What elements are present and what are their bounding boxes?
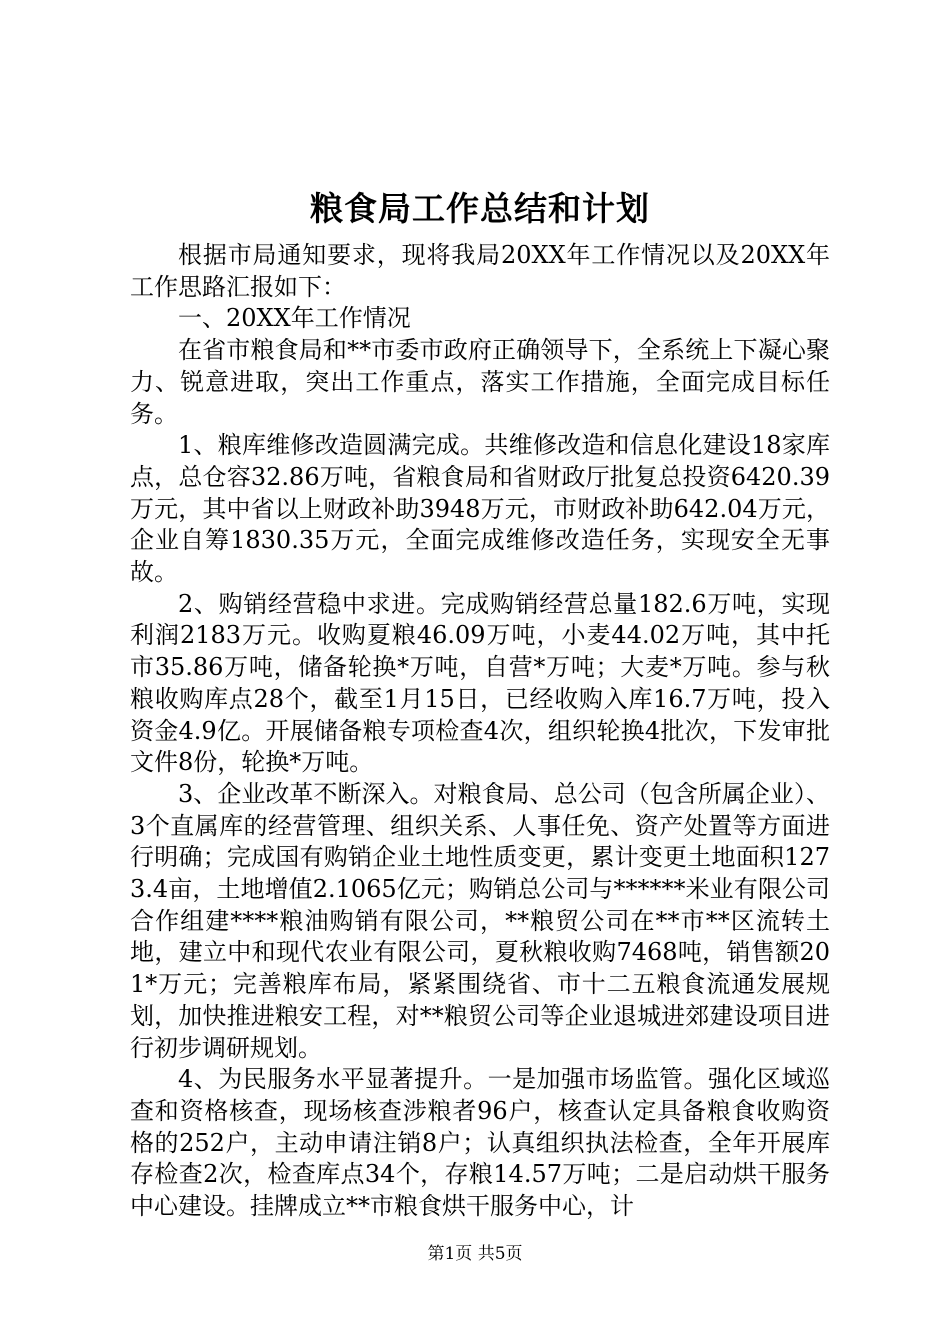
item-3-paragraph: 3、企业改革不断深入。对粮食局、总公司（包含所属企业）、3个直属库的经营管理、组织关系、人事任免、资产处置等方面进行明确；完成国有购销企业土地性质变更，累计变更土地面积1273.4亩，土地增值2.1065亿元；购销总公司与******米业有限公司合作组建****粮油购销有限公司，**粮贸公司在**市**区流转土地，建立中和现代农业有限公司，夏秋粮收购7468吨，销售额201*万元；完善粮库布局，紧紧围绕省、市十二五粮食流通发展规划，加快推进粮安工程，对**粮贸公司等企业退城进郊建设项目进行初步调研规划。 xyxy=(130,779,830,1062)
intro-paragraph: 根据市局通知要求，现将我局20XX年工作情况以及20XX年工作思路汇报如下： xyxy=(130,241,830,301)
item-2-paragraph: 2、购销经营稳中求进。完成购销经营总量182.6万吨，实现利润2183万元。收购夏粮46.09万吨，小麦44.02万吨，其中托市35.86万吨，储备轮换*万吨，自营*万吨；大麦*万吨。参与秋粮收购库点28个，截至1月15日，已经收购入库16.7万吨，投入资金4.9亿。开展储备粮专项检查4次，组织轮换4批次，下发审批文件8份，轮换*万吨。 xyxy=(130,589,830,777)
item-4-paragraph: 4、为民服务水平显著提升。一是加强市场监管。强化区域巡查和资格核查，现场核查涉粮者96户，核查认定具备粮食收购资格的252户，主动申请注销8户；认真组织执法检查，全年开展库存检查2次，检查库点34个，存粮14.57万吨；二是启动烘干服务中心建设。挂牌成立**市粮食烘干服务中心，计 xyxy=(130,1065,830,1221)
item-1-paragraph: 1、粮库维修改造圆满完成。共维修改造和信息化建设18家库点，总仓容32.86万吨，省粮食局和省财政厅批复总投资6420.39万元，其中省以上财政补助3948万元，市财政补助642.04万元，企业自筹1830.35万元，全面完成维修改造任务，实现安全无事故。 xyxy=(130,431,830,587)
section-intro-paragraph: 在省市粮食局和**市委市政府正确领导下，全系统上下凝心聚力、锐意进取，突出工作重点，落实工作措施，全面完成目标任务。 xyxy=(130,336,830,428)
page-footer: 第1页 共5页 xyxy=(427,1244,523,1264)
section-heading: 一、20XX年工作情况 xyxy=(178,304,411,333)
document-body xyxy=(130,178,830,1223)
document-title: 粮食局工作总结和计划 xyxy=(310,189,650,228)
